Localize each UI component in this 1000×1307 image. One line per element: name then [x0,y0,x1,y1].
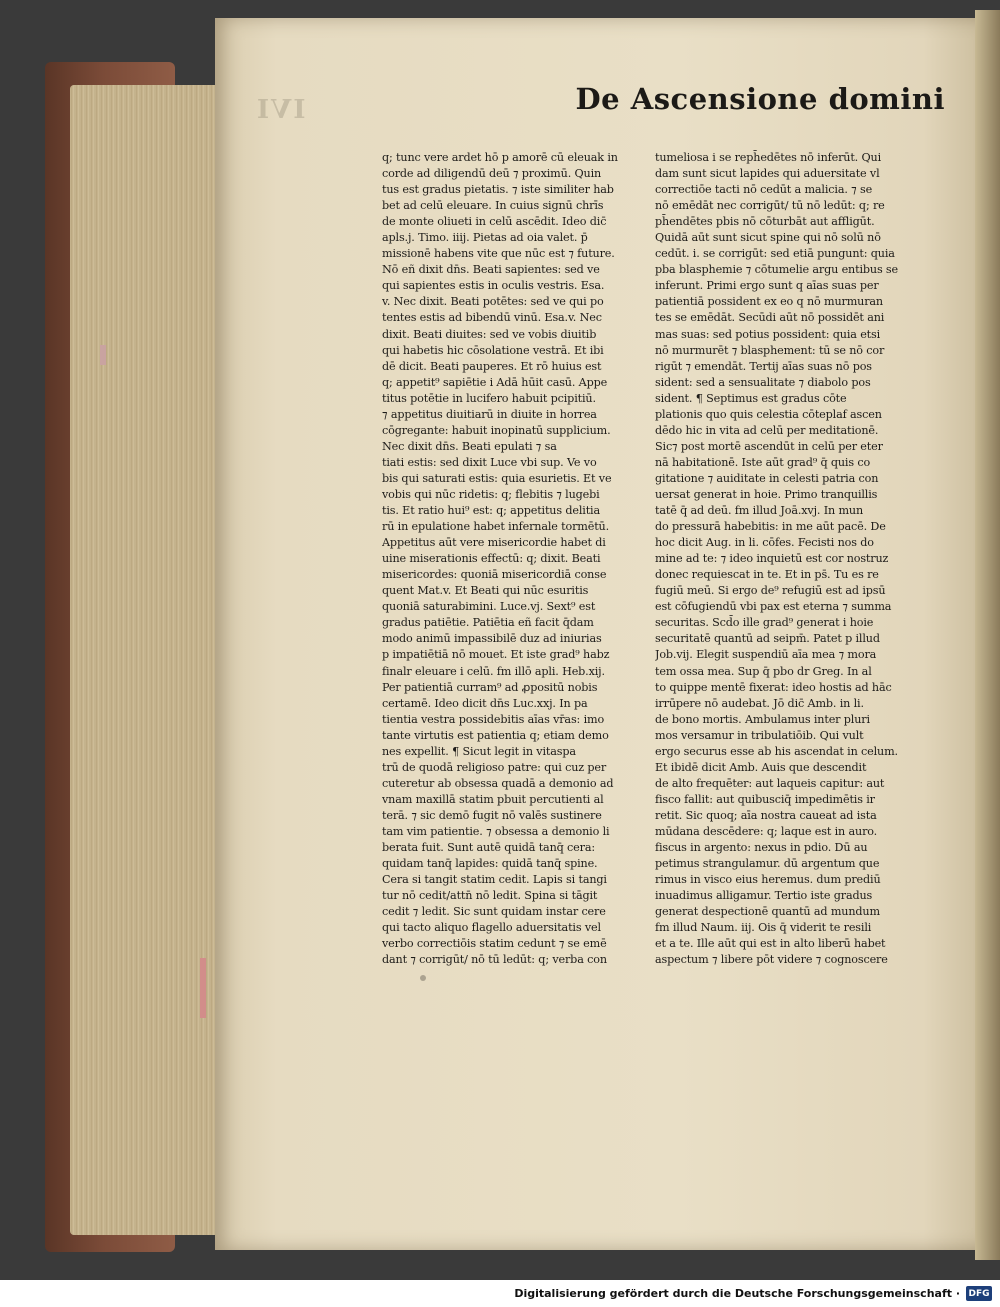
text-line: bet ad celū eleuare. In cuius signū chrīs [382,199,604,213]
text-line: Nec dixit dn̄s. Beati epulati ⁊ sa [382,439,557,453]
text-line: ⁊ appetitus diuitiarū in diuite in horrea [382,407,597,421]
text-line: sident: sed a sensualitate ⁊ diabolo pos [655,375,871,389]
text-line: Quidā aūt sunt sicut spine qui nō solū nō [655,231,881,245]
text-line: de alto frequēter: aut laqueis capitur: aut [655,776,885,790]
text-line: securitatē quantū ad seipm̄. Patet p illud [655,632,880,646]
text-line: tante virtutis est patientia q; etiam demo [382,728,609,742]
text-line: petimus strangulamur. dū argentum que [655,857,880,871]
text-line: tem ossa mea. Sup q̄ pbo dr Greg. In al [655,664,872,678]
text-line: gradus patiētie. Patiētia eñ facit q̄dam [382,616,594,630]
text-line: ergo securus esse ab his ascendat in celum. [655,744,898,758]
running-headline: De Ascensione domini [575,82,945,116]
text-line: quidam tanq̄ lapides: quidā tanq̄ spine. [382,857,598,871]
page-marker [100,345,106,365]
text-line: tis. Et ratio hui⁹ est: q; appetitus delitia [382,504,600,518]
text-line: hoc dicit Aug. in li. cōfes. Fecisti nos do [655,536,874,550]
text-line: tentes estis ad bibendū vinū. Esa.v. Nec [382,311,602,325]
text-line: tes se emēdāt. Secūdi aūt nō possidēt ani [655,311,885,325]
text-line: quent Mat.v. Et Beati qui nūc esuritis [382,584,589,598]
text-line: mas suas: sed potius possident: quia etsi [655,327,881,341]
text-line: qui habetis hic cōsolatione vestrā. Et ibi [382,343,604,357]
text-line: dant ⁊ corrigūt/ nō tū ledūt: q; verba con [382,953,607,967]
text-line: q; appetit⁹ sapiētie i Adā hūit casū. Appe [382,375,608,389]
text-line: titus potētie in lucifero habuit pcipitiū. [382,391,596,405]
text-line: correctiōe tacti nō cedūt a malicia. ⁊ se [655,183,873,197]
text-line: generat despectionē quantū ad mundum [655,905,880,919]
text-line: aspectum ⁊ libere pōt videre ⁊ cognoscere [655,953,888,967]
text-line: qui sapientes estis in oculis vestris. Esa. [382,279,605,293]
text-line: gitatione ⁊ auiditate in celesti patria con [655,471,879,485]
text-line: mine ad te: ⁊ ideo inquietū est cor nostruz [655,552,889,566]
text-line: fisco fallit: aut quibusciq̄ impedimētis ir [655,792,875,806]
text-line: sident. ¶ Septimus est gradus cōte [655,391,847,405]
text-line: quoniā saturabimini. Luce.vj. Sext⁹ est [382,600,596,614]
text-line: nō emēdāt nec corrigūt/ tū nō ledūt: q; re [655,199,885,213]
text-line: irrūpere nō audebat. Jō dic̄ Amb. in li. [655,696,864,710]
text-line: uine miserationis effectū: q; dixit. Beati [382,552,601,566]
text-line: Nō eñ dixit dn̄s. Beati sapientes: sed ve [382,263,600,277]
facing-page-edge [975,10,1000,1260]
text-line: qui tacto aliquo flagello aduersitatis vel [382,921,601,935]
text-line: mūdana descēdere: q; laque est in auro. [655,824,878,838]
text-line: vobis qui nūc ridetis: q; flebitis ⁊ lugebi [382,487,600,501]
funding-credit: Digitalisierung gefördert durch die Deutsche Forschungsgemeinschaft · [514,1287,960,1300]
text-line: donec requiescat in te. Et in ps̄. Tu es re [655,568,879,582]
text-line: dē dicit. Beati pauperes. Et rō huius est [382,359,602,373]
text-line: Appetitus aūt vere misericordie habet di [382,536,606,550]
text-line: apls.j. Timo. iiij. Pietas ad oia valet. p̄ [382,231,588,245]
text-line: fm illud Naum. iij. Ois q̄ viderit te resili [655,921,872,935]
text-line: dixit. Beati diuites: sed ve vobis diuitib [382,327,597,341]
text-line: tus est gradus pietatis. ⁊ iste similiter hab [382,183,614,197]
text-line: fugiū meū. Si ergo de⁹ refugiū est ad ipsū [655,584,886,598]
text-line: finalr eleuare i celū. fm illō apli. Heb.xij. [382,664,605,678]
text-line: vnam maxillā statim pbuit percutienti al [382,792,604,806]
text-line: cuteretur ab obsessa quadā a demonio ad [382,776,614,790]
text-line: Per patientiā curram⁹ ad ꝓpositū nobis [382,680,598,694]
text-line: securitas. Scd̄o ille grad⁹ generat i hoie [655,616,874,630]
text-line: Et ibidē dicit Amb. Auis que descendit [655,760,867,774]
text-line: nā habitationē. Iste aūt grad⁹ q̄ quis co [655,455,871,469]
text-line: inuadimus alligamur. Tertio iste gradus [655,889,873,903]
text-line: tientia vestra possidebitis aīas vr̄as: imo [382,712,605,726]
text-line: plationis quo quis celestia cōteplaf ascen [655,407,882,421]
text-line: patientiā possident ex eo q nō murmuran [655,295,883,309]
text-line: rimus in visco eius heremus. dum prediū [655,873,881,887]
text-line: ph̄endētes pbis nō cōturbāt aut affligūt. [655,215,875,229]
dfg-logo-icon: DFG [966,1286,992,1301]
text-line: mos versamur in tribulatiōib. Qui vult [655,728,864,742]
bleed-through-text: IVI [255,95,306,125]
text-line: est cōfugiendū vbi pax est eterna ⁊ summa [655,600,892,614]
text-line: terā. ⁊ sic demō fugit nō valēs sustinere [382,808,602,822]
page-edges [70,85,230,1235]
text-line: to quippe mentē fixerat: ideo hostis ad hāc [655,680,892,694]
text-line: de bono mortis. Ambulamus inter pluri [655,712,870,726]
text-line: tur nō cedit/attn̄ nō ledit. Spina si tāgit [382,889,598,903]
text-line: dam sunt sicut lapides qui aduersitate vl [655,167,880,181]
text-line: uersat generat in hoie. Primo tranquillis [655,487,878,501]
page-marker [200,958,206,1018]
text-line: cedūt. i. se corrigūt: sed etiā pungunt: quia [655,247,895,261]
text-line: cōgregante: habuit inopinatū supplicium. [382,423,611,437]
text-line: Sic⁊ post mortē ascendūt in celū per eter [655,439,883,453]
text-line: missionē habens vite que nūc est ⁊ future. [382,247,615,261]
text-line: tumeliosa i se reph̄edētes nō inferūt. Qui [655,151,882,164]
text-line: Job.vij. Elegit suspendiū aīa mea ⁊ mora [655,648,877,662]
text-line: verbo correctiōis statim cedunt ⁊ se emē [382,937,607,951]
text-column-left [382,150,654,968]
text-line: certamē. Ideo dicit dn̄s Luc.xxj. In pa [382,696,588,710]
text-line: inferunt. Primi ergo sunt q aīas suas per [655,279,879,293]
text-line: q; tunc vere ardet hō p amorē cū eleuak in [382,151,618,164]
text-line: retit. Sic quoq; aīa nostra caueat ad ista [655,808,877,822]
text-line: bis qui saturati estis: quia esurietis. Et ve [382,471,612,485]
text-line: do pressurā habebitis: in me aūt pacē. De [655,520,886,534]
text-line: misericordes: quoniā misericordiā conse [382,568,607,582]
text-line: rū in epulatione habet infernale tormētū. [382,520,610,534]
text-line: de monte oliueti in celū ascēdit. Ideo dic̄ [382,215,607,229]
text-line: nō murmurēt ⁊ blasphement: tū se nō cor [655,343,885,357]
text-line: v. Nec dixit. Beati potētes: sed ve qui po [382,295,604,309]
text-line: tatē q̄ ad deū. fm illud Joā.xvj. In mun [655,504,864,518]
text-line: corde ad diligendū deū ⁊ proximū. Quin [382,167,602,181]
digitization-footer [0,1280,1000,1307]
text-line: modo animū impassibilē duz ad iniurias [382,632,602,646]
text-line: dēdo hic in vita ad celū per meditationē. [655,423,879,437]
text-line: nes expellit. ¶ Sicut legit in vitaspa [382,744,576,758]
ink-spot [420,975,426,981]
text-line: pba blasphemie ⁊ cōtumelie argu entibus se [655,263,898,277]
text-line: p impatiētiā nō mouet. Et iste grad⁹ habz [382,648,610,662]
text-line: trū de quodā religioso patre: qui cuz per [382,760,607,774]
text-line: et a te. Ille aūt qui est in alto liberū habet [655,937,886,951]
text-line: Cera si tangit statim cedit. Lapis si tangi [382,873,607,887]
text-line: tam vim patientie. ⁊ obsessa a demonio li [382,824,610,838]
text-line: rigūt ⁊ emendāt. Tertij aīas suas nō pos [655,359,872,373]
text-column-right [655,150,940,968]
text-line: cedit ⁊ ledit. Sic sunt quidam instar cere [382,905,606,919]
text-line: fiscus in argento: nexus in pdio. Dū au [655,841,868,855]
text-line: berata fuit. Sunt autē quidā tanq̄ cera: [382,841,595,855]
text-line: tiati estis: sed dixit Luce vbi sup. Ve vo [382,455,597,469]
